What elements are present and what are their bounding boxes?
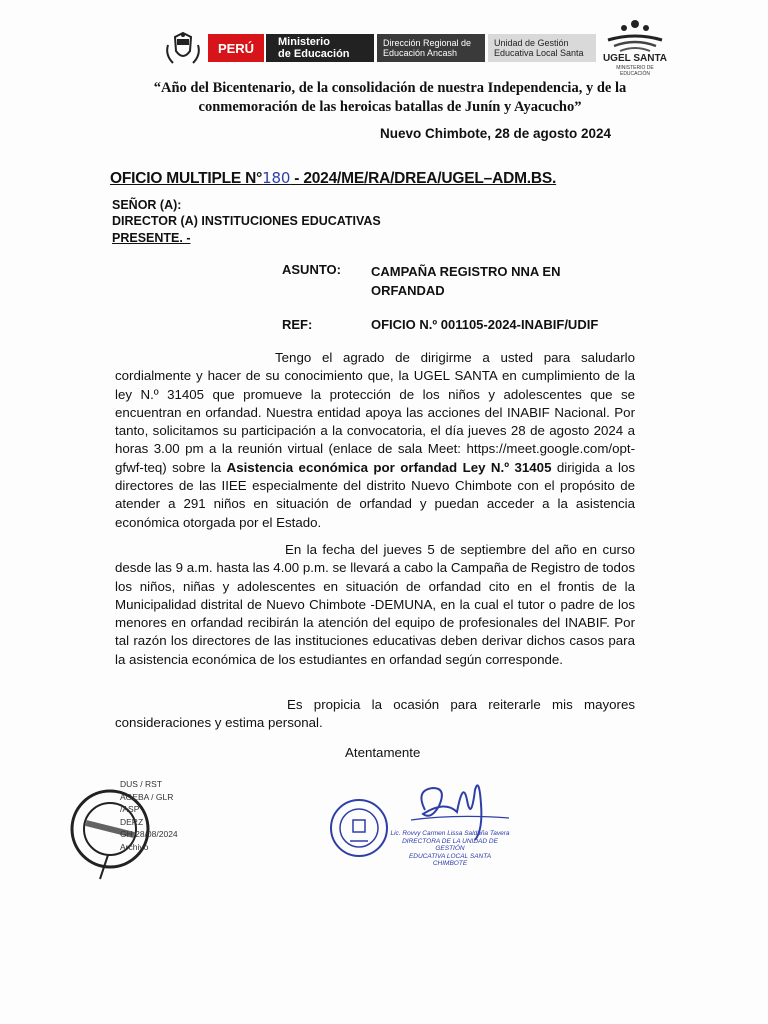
ugel-logo-text: UGEL SANTA bbox=[602, 53, 668, 64]
signer-title: EDUCATIVA LOCAL SANTA bbox=[408, 852, 492, 860]
letter-date: Nuevo Chimbote, 28 de agosto 2024 bbox=[380, 126, 612, 141]
ministry-label bbox=[266, 34, 374, 62]
ugel-logo-subtext: MINISTERIO DE EDUCACIÓN bbox=[616, 65, 654, 77]
asunto-value: CAMPAÑA REGISTRO NNA EN ORFANDAD bbox=[371, 264, 561, 298]
initials-line: DERZ bbox=[120, 816, 144, 827]
signer-block bbox=[390, 830, 510, 868]
signer-place: CHIMBOTE bbox=[432, 860, 468, 867]
ministry-line1: Ministerio bbox=[278, 36, 330, 48]
body-paragraph-3: Es propicia la ocasión para reiterarle mis mayores consideraciones y estima personal. bbox=[115, 697, 635, 731]
drea-label bbox=[377, 34, 485, 62]
oficio-number bbox=[110, 169, 556, 188]
ministry-line2: de Educación bbox=[278, 48, 350, 60]
body-paragraph-2: En la fecha del jueves 5 de septiembre del año en curso desde las 9 a.m. hasta las 4.00 p.m. se llevará a cabo la Campaña de Registro de todos los niños, niñas y adolescentes en situación de orfandad cito en el frontis de la Municipalidad distrital de Nuevo Chimbote -DEMUNA, en la cual el tutor o padre de los menores en orfandad recibirán la atención del equipo de profesionales del INABIF. Por tal razón los directores de las instituciones educativas deben derivar dichos casos para la asistencia económica de los estudiantes en orfandad según corresponde. bbox=[115, 542, 635, 667]
oficio-handwritten-number: 180 bbox=[262, 169, 291, 187]
drea-line1: Dirección Regional de bbox=[383, 38, 472, 48]
ugel-label bbox=[488, 34, 596, 62]
body-paragraph-1 bbox=[115, 349, 635, 532]
oficio-prefix: OFICIO MULTIPLE N° bbox=[110, 170, 263, 187]
peru-coat-of-arms-icon bbox=[163, 31, 203, 67]
recipient-salutation: SEÑOR (A): bbox=[112, 198, 182, 212]
recipient-presente: PRESENTE. - bbox=[112, 231, 191, 245]
ugel-line1: Unidad de Gestión bbox=[494, 38, 569, 48]
recipient-title: DIRECTOR (A) INSTITUCIONES EDUCATIVAS bbox=[112, 214, 381, 228]
initials-line: /ASP bbox=[120, 804, 140, 815]
reference-initials bbox=[120, 778, 178, 854]
initials-line: DUS / RST bbox=[120, 779, 163, 789]
ugel-line2: Educativa Local Santa bbox=[494, 48, 584, 58]
p1-text-a: Tengo el agrado de dirigirme a usted para saludarlo cordialmente y hacer de su conocimiento que, la UGEL SANTA en cumplimiento de la ley N.º 31405 que promueve la protección de los niños y adolescentes que se encuentran en orfandad. Nuestra entidad apoya las acciones del INABIF Nacional. Por tanto, solicitamos su participación a la convocatoria, el día jueves 28 de agosto 2024 a horas 3.00 pm a la reunión virtual (enlace de sala Meet: https://meet.google.com/opt-gfwf-teq) sobre la bbox=[115, 350, 635, 475]
p1-text-b: dirigida a los directores de las IIEE especialmente del distrito Nuevo Chimbote con el propósito de atender a 291 niños en situación de orfandad y puedan acceder a la asistencia económica otorgada por el Estado. bbox=[115, 459, 635, 530]
signer-name: Lic. Rovvy Carmen Lissa Saldaña Tavera bbox=[390, 830, 510, 837]
p1-bold: Asistencia económica por orfandad Ley N.º 31405 bbox=[226, 459, 552, 475]
peru-label: PERÚ bbox=[208, 34, 264, 62]
drea-line2: Educación Ancash bbox=[383, 48, 458, 58]
oficio-suffix: - 2024/ME/RA/DREA/UGEL–ADM.BS. bbox=[290, 170, 557, 187]
director-round-stamp-icon bbox=[328, 797, 390, 859]
year-motto: “Año del Bicentenario, de la consolidación de nuestra Independencia, y de la conmemoración de las heroicas batallas de Junín y Ayacucho” bbox=[153, 80, 627, 115]
initials-line: AGEBA / GLR bbox=[120, 791, 174, 802]
ref-label: REF: bbox=[282, 317, 313, 332]
asunto-label: ASUNTO: bbox=[282, 262, 341, 277]
ref-value: OFICIO N.º 001105-2024-INABIF/UDIF bbox=[371, 317, 599, 332]
initials-line: GH 28/08/2024 bbox=[120, 829, 178, 840]
closing: Atentamente bbox=[345, 745, 421, 760]
signer-title: DIRECTORA DE LA UNIDAD DE GESTIÓN bbox=[402, 837, 498, 852]
initials-line: Archivo bbox=[120, 841, 149, 852]
